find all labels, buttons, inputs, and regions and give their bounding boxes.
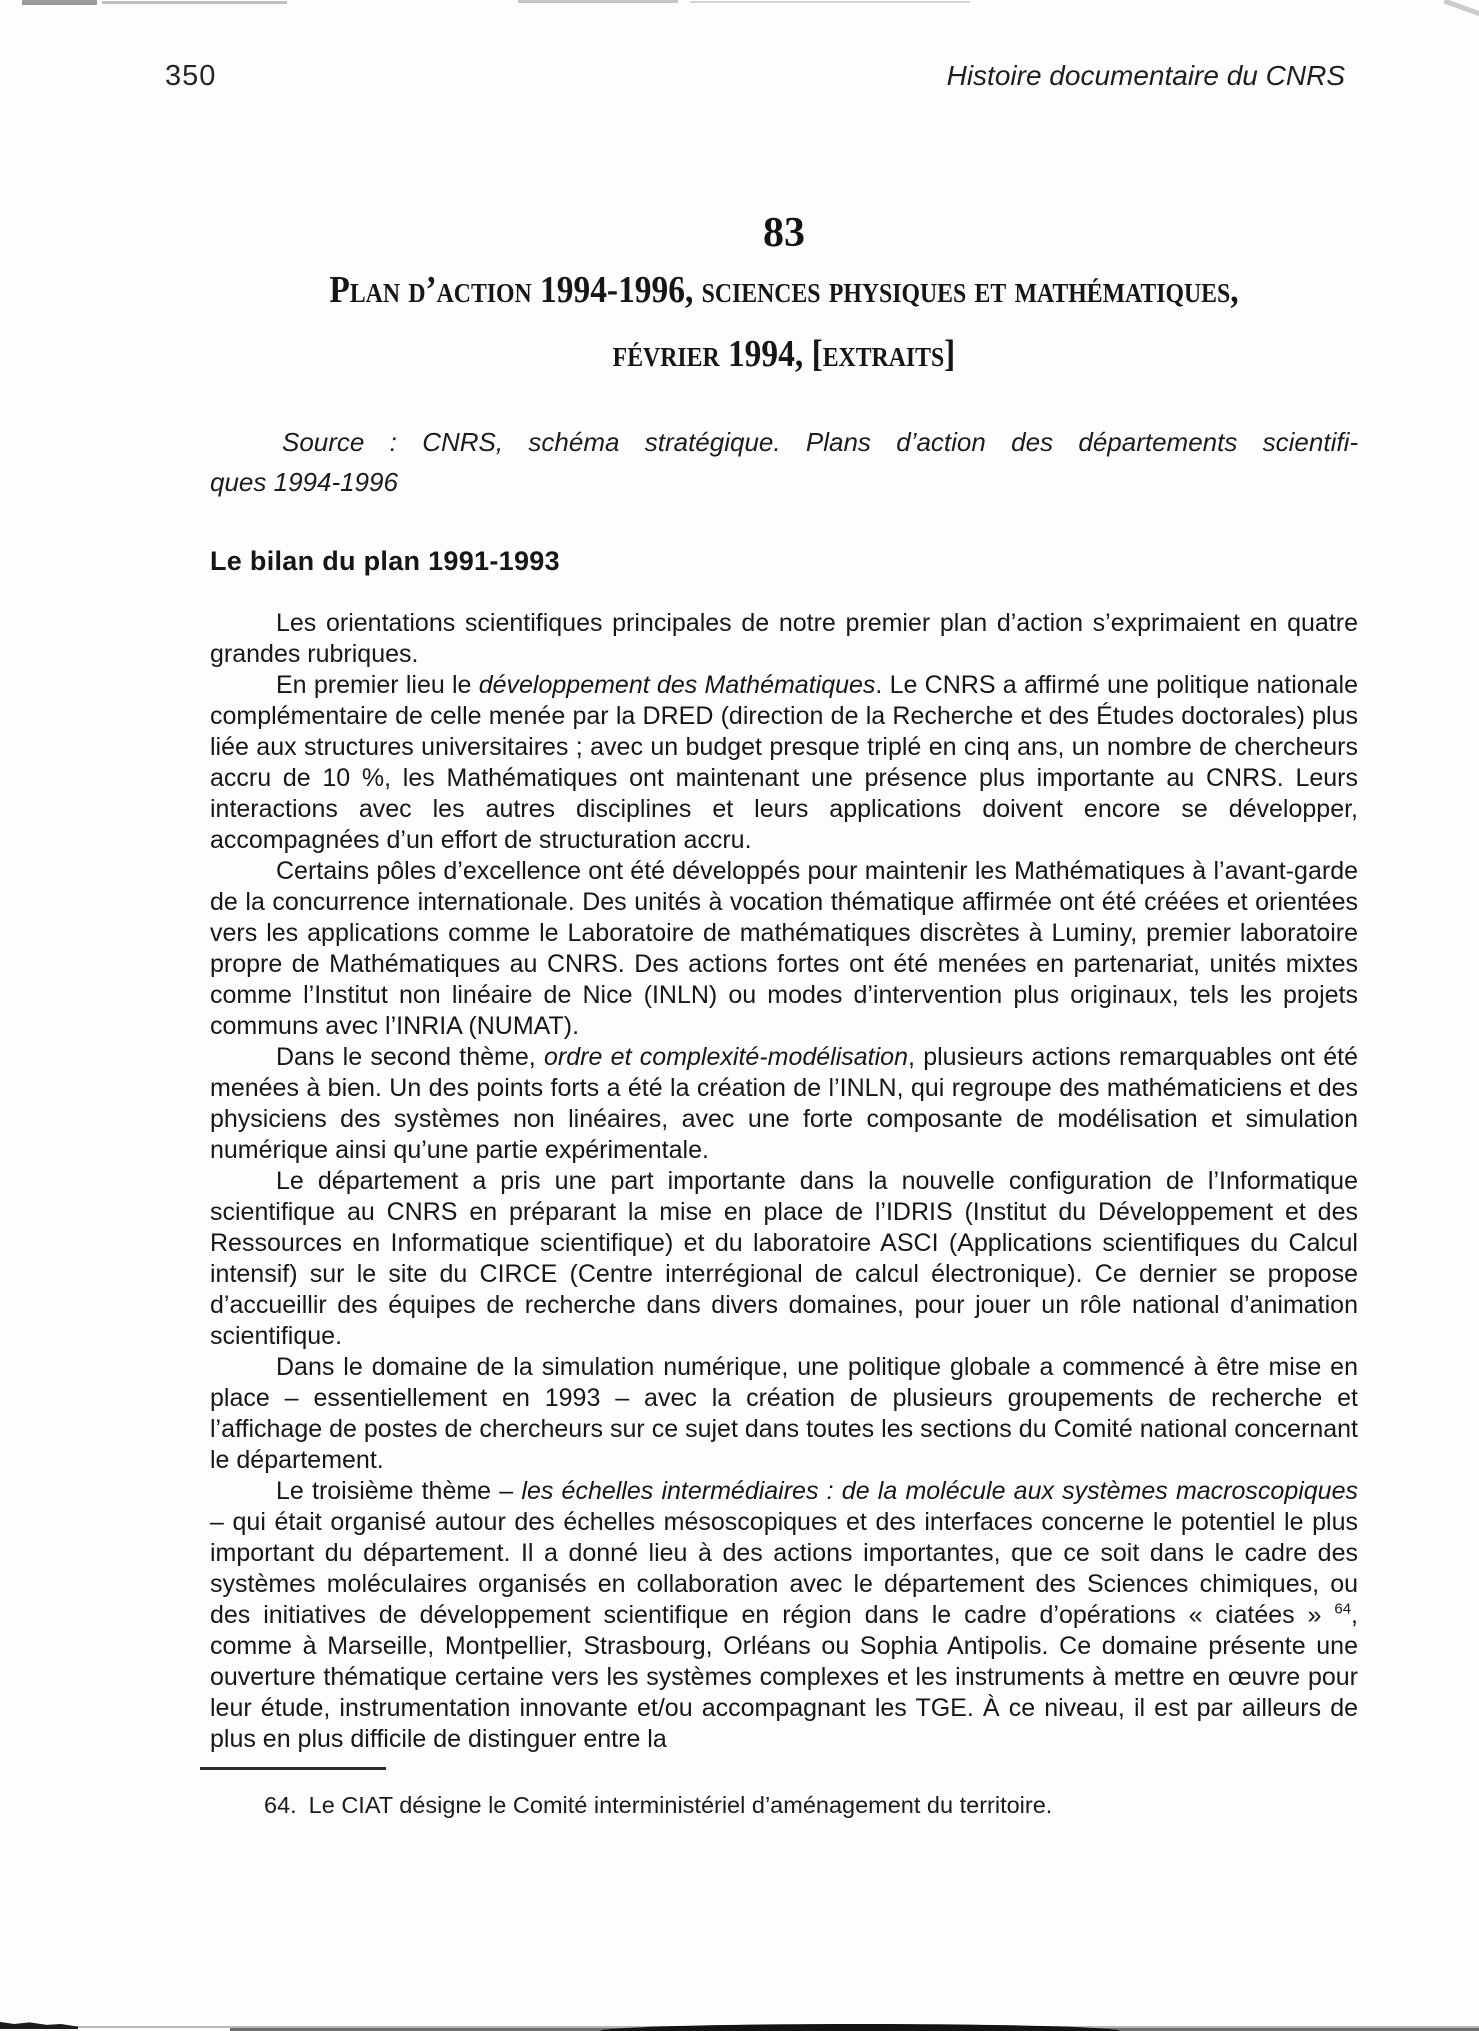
paragraph-2-lead: En premier lieu le xyxy=(276,671,479,699)
paragraph-7-lead: Le troisième thème – xyxy=(276,1477,522,1505)
page-number: 350 xyxy=(165,60,217,92)
scan-artifact-bottom-bulge xyxy=(600,2024,1120,2031)
running-title: Histoire documentaire du CNRS xyxy=(946,60,1345,91)
paragraph-7-mid: – qui était organisé autour des échelles mésoscopiques et des interfaces concerne le potentiel le plus important du département. Il a donné lieu à des actions importantes, que ce soit dans le cadre des systèmes moléculaires organisés en collaboration avec le département des Sciences chimiques, ou des initiatives de développement scientifique en région dans le cadre d’opérations « ciatées » xyxy=(210,1508,1358,1629)
paragraph-4 xyxy=(210,1042,1358,1166)
footnote-text: Le CIAT désigne le Comité interministériel d’aménagement du territoire. xyxy=(308,1792,1053,1818)
italic-phrase-echelles-intermediaires: les échelles intermédiaires : de la molécule aux systèmes macroscopiques xyxy=(521,1477,1358,1505)
footnote-number: 64. xyxy=(264,1792,297,1818)
paragraph-1: Les orientations scientifiques principales de notre premier plan d’action s’exprimaient en quatre grandes rubriques. xyxy=(210,609,1358,668)
section-heading: Le bilan du plan 1991-1993 xyxy=(210,546,560,576)
running-header xyxy=(165,60,1345,93)
document-column xyxy=(210,212,1358,1820)
footnote xyxy=(210,1790,1358,1820)
document-title xyxy=(210,258,1358,386)
paragraph-6: Dans le domaine de la simulation numérique, une politique globale a commencé à être mise en place – essentiellement en 1993 – avec la création de plusieurs groupements de recherche et l’affichage de postes de chercheurs sur ce sujet dans toutes les sections du Comité national concernant le département. xyxy=(210,1353,1358,1474)
scan-artifact-top-3 xyxy=(518,0,678,3)
footnote-ref-marker: 64 xyxy=(1334,1600,1352,1618)
footnote-rule xyxy=(200,1767,386,1770)
scan-artifact-top-4 xyxy=(690,1,970,3)
paragraph-2 xyxy=(210,670,1358,856)
source-note-line-2: ques 1994-1996 xyxy=(210,467,398,497)
source-note-line-1: Source : CNRS, schéma stratégique. Plans d’action des départements scientifi- xyxy=(282,427,1358,457)
document-number: 83 xyxy=(763,210,805,256)
paragraph-4-lead: Dans le second thème, xyxy=(276,1043,545,1071)
source-note xyxy=(210,422,1358,502)
scan-artifact-top-1 xyxy=(22,0,97,5)
document-title-line-2: février 1994, [extraits] xyxy=(612,333,956,375)
document-title-line-1: Plan d’action 1994-1996, sciences physiques et mathématiques, xyxy=(329,269,1239,311)
scan-artifact-top-2 xyxy=(102,1,287,4)
italic-phrase-ordre-complexite: ordre et complexité-modélisation xyxy=(544,1043,908,1071)
scan-artifact-bottom-left-blob xyxy=(0,2018,78,2029)
paragraph-5: Le département a pris une part importante dans la nouvelle configuration de l’Informatique scientifique au CNRS en préparant la mise en place de l’IDRIS (Institut du Développement et des Ressources en Informatique scientifique) et du laboratoire ASCI (Applications scientifiques du Calcul intensif) sur le site du CIRCE (Centre interrégional de calcul électronique). Ce dernier se propose d’accueillir des équipes de recherche dans divers domaines, pour jouer un rôle national d’animation scientifique. xyxy=(210,1167,1358,1350)
paragraph-7-rest: , comme à Marseille, Montpellier, Strasbourg, Orléans ou Sophia Antipolis. Ce domaine présente une ouverture thématique certaine vers les systèmes complexes et les instruments à mettre en œuvre pour leur étude, instrumentation innovante et/ou accompagnant les TGE. À ce niveau, il est par ailleurs de plus en plus difficile de distinguer entre la xyxy=(210,1601,1358,1753)
italic-phrase-mathematiques: développement des Mathématiques xyxy=(478,671,876,699)
scan-artifact-top-right xyxy=(1443,0,1479,18)
paragraph-7 xyxy=(210,1476,1358,1755)
body-text xyxy=(210,608,1358,1755)
paragraph-4-rest: , plusieurs actions remarquables ont été menées à bien. Un des points forts a été la création de l’INLN, qui regroupe des mathématiciens et des physiciens des systèmes non linéaires, avec une forte composante de modélisation et simulation numérique ainsi qu’une partie expérimentale. xyxy=(210,1043,1358,1164)
paragraph-2-rest: . Le CNRS a affirmé une politique nationale complémentaire de celle menée par la DRED (direction de la Recherche et des Études doctorales) plus liée aux structures universitaires ; avec un budget presque triplé en cinq ans, un nombre de chercheurs accru de 10 %, les Mathématiques ont maintenant une présence plus importante au CNRS. Leurs interactions avec les autres disciplines et leurs applications doivent encore se développer, accompagnées d’un effort de structuration accru. xyxy=(210,671,1358,854)
paragraph-3: Certains pôles d’excellence ont été développés pour maintenir les Mathématiques à l’avant-garde de la concurrence internationale. Des unités à vocation thématique affirmée ont été créées et orientées vers les applications comme le Laboratoire de mathématiques discrètes à Luminy, premier laboratoire propre de Mathématiques au CNRS. Des actions fortes ont été menées en partenariat, unités mixtes comme l’Institut non linéaire de Nice (INLN) ou modes d’intervention plus originaux, tels les projets communs avec l’INRIA (NUMAT). xyxy=(210,857,1358,1040)
